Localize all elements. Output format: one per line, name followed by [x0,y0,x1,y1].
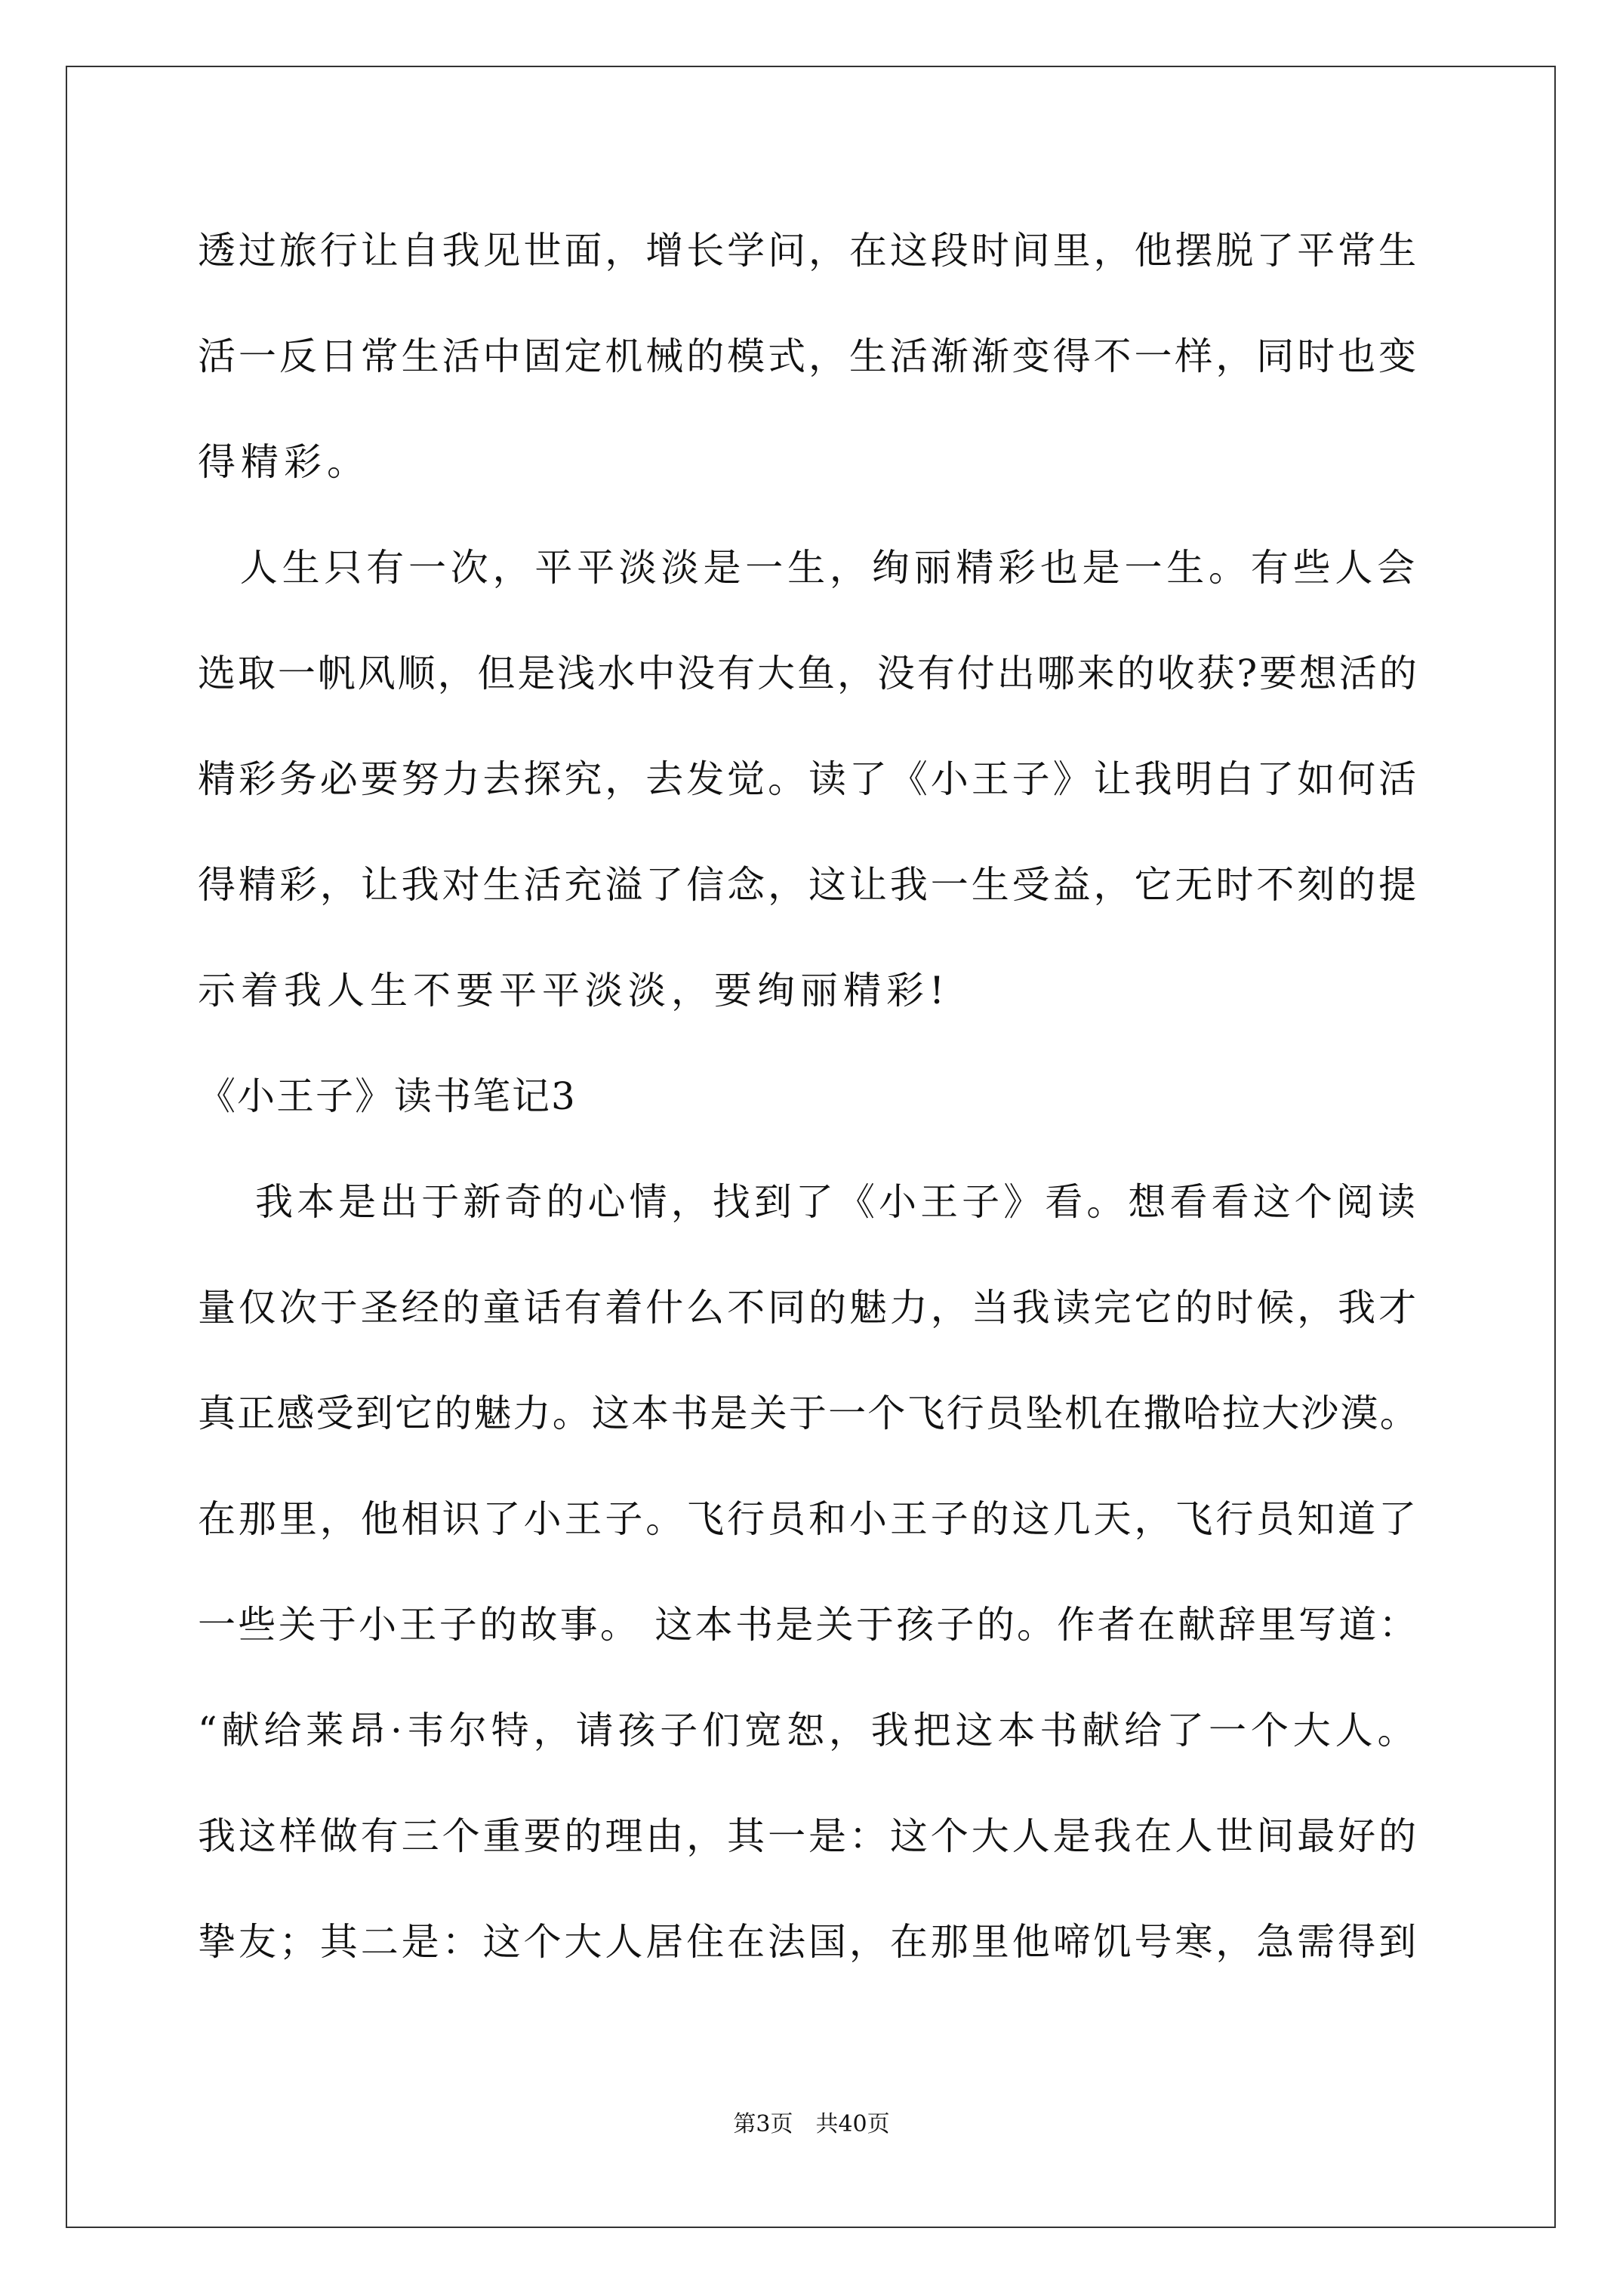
body-line-12: 真正感受到它的魅力。这本书是关于一个飞行员坠机在撒哈拉大沙漠。 [198,1391,1419,1435]
body-line-5: 选取一帆风顺，但是浅水中没有大鱼，没有付出哪来的收获?要想活的 [198,652,1419,695]
body-line-2: 活一反日常生活中固定机械的模式，生活渐渐变得不一样，同时也变 [198,334,1419,378]
body-line-15: “献给莱昂·韦尔特，请孩子们宽恕，我把这本书献给了一个大人。 [198,1709,1420,1752]
body-line-8: 示着我人生不要平平淡淡，要绚丽精彩! [198,969,950,1012]
body-line-17: 挚友；其二是：这个大人居住在法国，在那里他啼饥号寒，急需得到 [198,1920,1419,1964]
body-line-10: 我本是出于新奇的心情，找到了《小王子》看。想看看这个阅读 [198,1180,1419,1224]
body-line-11: 量仅次于圣经的童话有着什么不同的魅力，当我读完它的时候，我才 [198,1286,1419,1330]
page-border [66,66,1556,2228]
body-line-14: 一些关于小王子的故事。 这本书是关于孩子的。作者在献辞里写道： [198,1603,1419,1647]
body-line-4: 人生只有一次，平平淡淡是一生，绚丽精彩也是一生。有些人会 [198,546,1419,590]
body-line-1: 透过旅行让自我见世面，增长学问，在这段时间里，他摆脱了平常生 [198,229,1419,273]
body-line-16: 我这样做有三个重要的理由，其一是：这个大人是我在人世间最好的 [198,1814,1419,1858]
body-line-3: 得精彩。 [198,440,370,484]
page-footer: 第3页 共40页 [733,2111,890,2137]
body-line-7: 得精彩，让我对生活充溢了信念，这让我一生受益，它无时不刻的提 [198,863,1419,907]
body-line-13: 在那里，他相识了小王子。飞行员和小王子的这几天，飞行员知道了 [198,1497,1419,1541]
body-line-6: 精彩务必要努力去探究，去发觉。读了《小王子》让我明白了如何活 [198,757,1419,801]
section-heading: 《小王子》读书笔记3 [198,1074,577,1118]
